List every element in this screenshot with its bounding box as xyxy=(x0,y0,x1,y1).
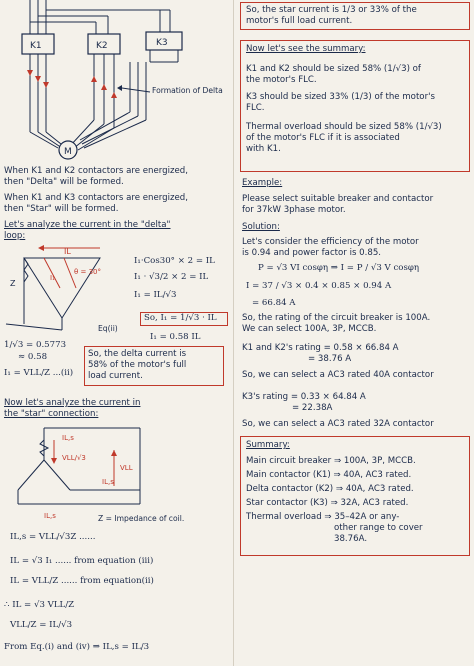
solution-line-3: P = √3 VI cosφη ⇒ I = P / √3 V cosφη xyxy=(258,263,420,273)
summary-item1-line2: the motor's FLC. xyxy=(246,75,317,85)
right-column xyxy=(238,0,474,666)
star-ills-label-bottom: IL,s xyxy=(44,512,56,520)
solution-heading: Solution: xyxy=(242,222,280,232)
ratio-eq-3: I₁ = VLL/Z ...(ii) xyxy=(4,368,74,378)
impedance-definition: Z = Impedance of coil. xyxy=(98,514,185,523)
star-eq-4: ∴ IL = √3 VLL/Z xyxy=(4,600,75,610)
star-eq-6: From Eq.(i) and (iv) ⇒ IL,s = IL/3 xyxy=(4,642,150,652)
delta-formation-annotation: Formation of Delta xyxy=(152,86,223,95)
solution-line-12: = 22.38A xyxy=(292,403,333,413)
para1-line2: then "Delta" will be formed. xyxy=(4,177,124,187)
final-summary-line3: Delta contactor (K2) ⇒ 40A, AC3 rated. xyxy=(246,484,414,494)
para2-line2: then "Star" will be formed. xyxy=(4,204,119,214)
delta-heading-line2: loop: xyxy=(4,231,26,241)
delta-eq-1: I₁·Cos30° × 2 = IL xyxy=(134,256,215,266)
solution-line-8: K1 and K2's rating = 0.58 × 66.84 A xyxy=(242,343,399,353)
solution-line-1: Let's consider the efficiency of the motor xyxy=(242,237,419,247)
solution-line-13: So, we can select a AC3 rated 32A contactor xyxy=(242,419,434,429)
left-column xyxy=(0,0,232,666)
eq-ii-label: Eq(ii) xyxy=(98,324,118,333)
solution-line-6: So, the rating of the circuit breaker is 100A. xyxy=(242,313,431,323)
summary-item3-line2: of the motor's FLC if it is associated xyxy=(246,133,400,143)
star-box-line1: So, the star current is 1/3 or 33% of the xyxy=(246,5,417,15)
solution-line-9: = 38.76 A xyxy=(308,354,352,364)
final-summary-line6: other range to cover xyxy=(334,523,423,533)
delta-box-line3: load current. xyxy=(88,371,143,381)
solution-line-7: We can select 100A, 3P, MCCB. xyxy=(242,324,377,334)
delta-eq-2: I₁ · √3/2 × 2 = IL xyxy=(134,272,209,282)
solution-line-4: I = 37 / √3 × 0.4 × 0.85 × 0.94 A xyxy=(246,281,392,291)
star-box-line2: motor's full load current. xyxy=(246,16,353,26)
final-summary-line7: 38.76A. xyxy=(334,534,368,544)
delta-z-label: Z xyxy=(10,279,16,288)
delta-i1-label: I₁ xyxy=(50,274,55,282)
final-summary-line5: Thermal overload ⇒ 35–42A or any- xyxy=(246,512,400,522)
star-eq-3: IL = VLL/Z ...... from equation(ii) xyxy=(10,576,154,586)
contactor-k2-label: K2 xyxy=(96,41,108,51)
delta-il-label: IL xyxy=(64,247,71,256)
summary-item2-line2: FLC. xyxy=(246,103,265,113)
star-ills-label-right: IL,s xyxy=(102,478,114,486)
delta-eq-4: So, I₁ = 1/√3 · IL xyxy=(144,313,217,323)
star-eq-2: IL = √3 I₁ ...... from equation (iii) xyxy=(10,556,154,566)
ratio-eq-1: 1/√3 = 0.5773 xyxy=(4,340,67,350)
solution-line-11: K3's rating = 0.33 × 64.84 A xyxy=(242,392,366,402)
column-divider xyxy=(233,0,234,666)
motor-label: M xyxy=(64,147,72,157)
star-eq-5: VLL/Z = IL/√3 xyxy=(10,620,73,630)
example-heading: Example: xyxy=(242,178,283,188)
star-vll-root3-label: VLL/√3 xyxy=(62,454,86,462)
example-line1: Please select suitable breaker and contactor xyxy=(242,194,434,204)
delta-box-line1: So, the delta current is xyxy=(88,349,187,359)
para2-line1: When K1 and K3 contactors are energized, xyxy=(4,193,188,203)
summary-item2-line1: K3 should be sized 33% (1/3) of the motor's xyxy=(246,92,435,102)
ratio-eq-2: ≈ 0.58 xyxy=(18,352,48,362)
star-heading-line1: Now let's analyze the current in xyxy=(4,398,141,408)
example-line2: for 37kW 3phase motor. xyxy=(242,205,346,215)
star-ills-label-top: IL,s xyxy=(62,434,74,442)
star-vll-label: VLL xyxy=(120,464,133,472)
summary-item3-line3: with K1. xyxy=(246,144,281,154)
delta-triangle-diagram xyxy=(4,244,114,334)
star-eq-1: IL,s = VLL/√3Z ...... xyxy=(10,532,96,542)
star-heading-line2: the "star" connection: xyxy=(4,409,99,419)
para1-line1: When K1 and K2 contactors are energized, xyxy=(4,166,188,176)
delta-heading-line1: Let's analyze the current in the "delta" xyxy=(4,220,171,230)
summary-item3-line1: Thermal overload should be sized 58% (1/√3) xyxy=(246,122,442,132)
delta-angle-label: θ = 30° xyxy=(74,268,102,276)
final-summary-heading: Summary: xyxy=(246,440,290,450)
solution-line-10: So, we can select a AC3 rated 40A contactor xyxy=(242,370,434,380)
delta-box-line2: 58% of the motor's full xyxy=(88,360,187,370)
final-summary-line2: Main contactor (K1) ⇒ 40A, AC3 rated. xyxy=(246,470,412,480)
summary-heading: Now let's see the summary: xyxy=(246,44,366,54)
contactor-k1-label: K1 xyxy=(30,41,42,51)
final-summary-line4: Star contactor (K3) ⇒ 32A, AC3 rated. xyxy=(246,498,409,508)
solution-line-2: is 0.94 and power factor is 0.85. xyxy=(242,248,382,258)
delta-eq-5: I₁ = 0.58 IL xyxy=(150,332,201,342)
star-delta-circuit-diagram xyxy=(0,0,232,160)
final-summary-line1: Main circuit breaker ⇒ 100A, 3P, MCCB. xyxy=(246,456,416,466)
star-connection-diagram xyxy=(4,420,154,520)
contactor-k3-label: K3 xyxy=(156,38,168,48)
summary-item1-line1: K1 and K2 should be sized 58% (1/√3) of xyxy=(246,64,421,74)
solution-line-5: = 66.84 A xyxy=(252,298,296,308)
delta-eq-3: I₁ = IL/√3 xyxy=(134,290,177,300)
